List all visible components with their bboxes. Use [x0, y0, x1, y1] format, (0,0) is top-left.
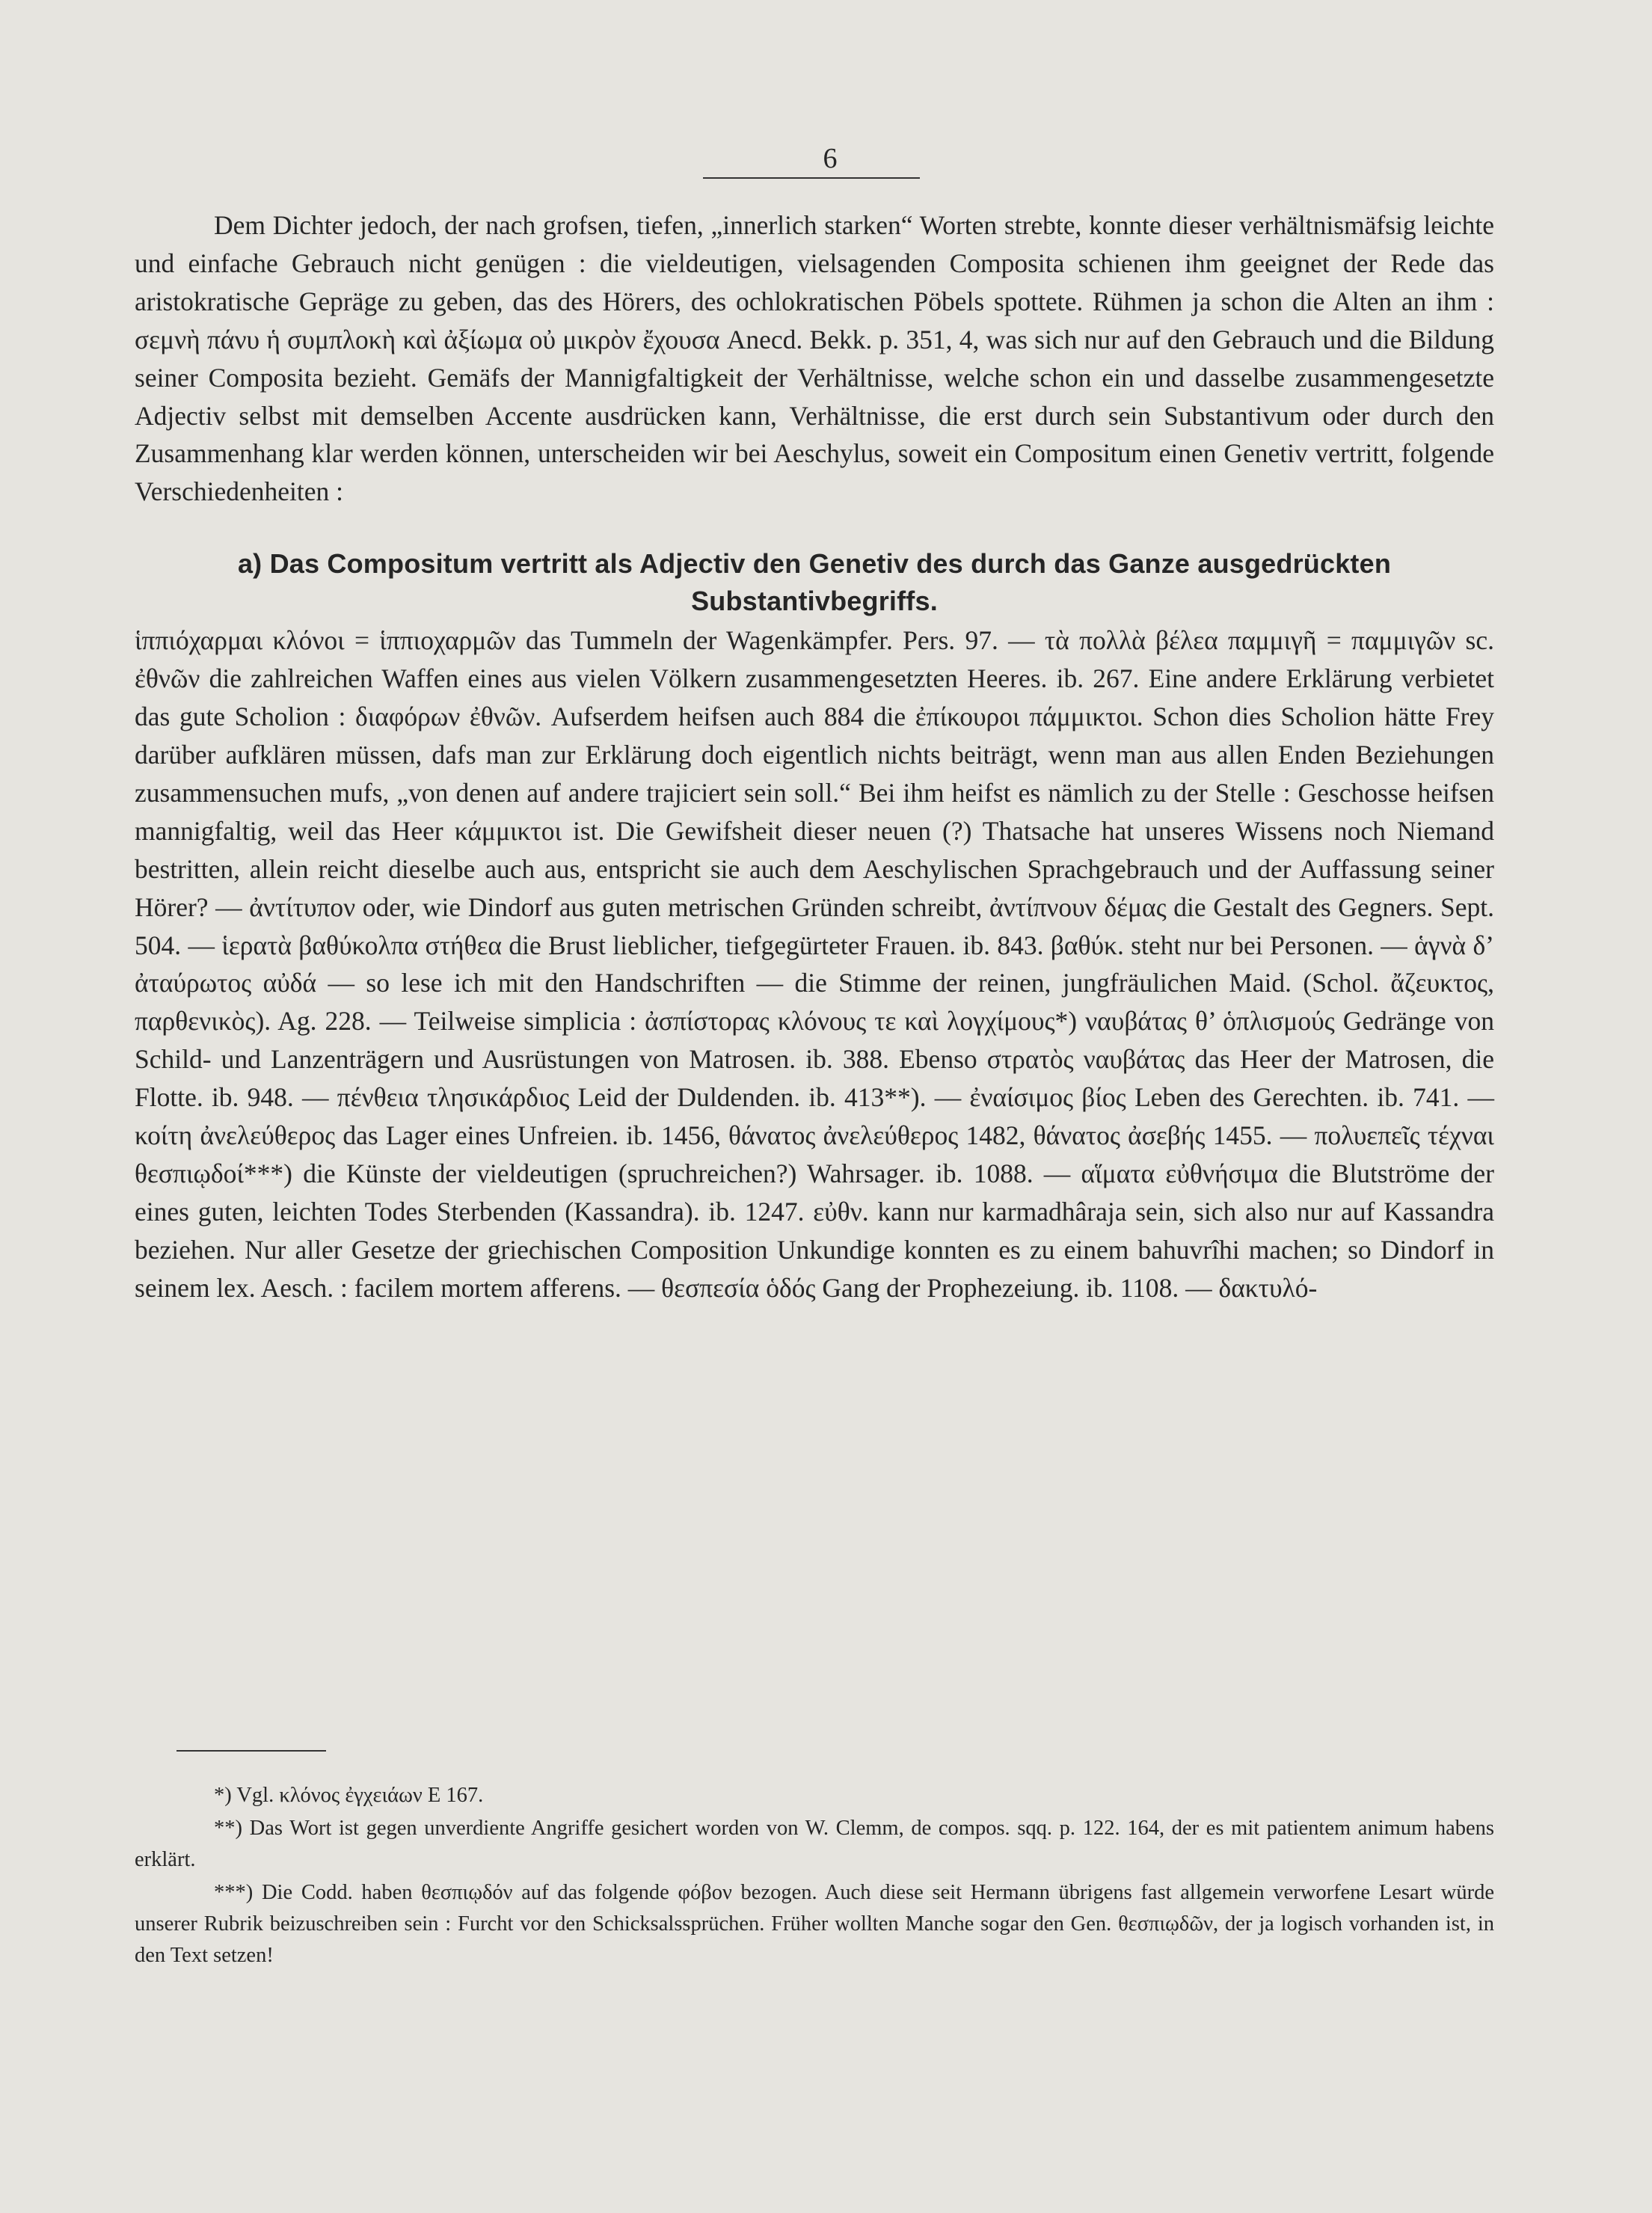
main-text — [135, 206, 1494, 1307]
intro-paragraph: Dem Dichter jedoch, der nach grofsen, tiefen, „innerlich starken“ Worten strebte, konnte dieser verhältnismäfsig leichte und einfache Gebrauch nicht genügen : die vieldeutigen, vielsagenden Composita schienen ihm geeignet der Rede das aristokratische Gepräge zu geben, das des Hörers, des ochlokratischen Pöbels spottete. Rühmen ja schon die Alten an ihm : σεμνὴ πάνυ ἡ συμπλοκὴ καὶ ἀξίωμα οὐ μικρὸν ἔχουσα Anecd. Bekk. p. 351, 4, was sich nur auf den Gebrauch und die Bildung seiner Composita bezieht. Gemäfs der Mannigfaltigkeit der Verhältnisse, welche schon ein und dasselbe zusammengesetzte Adjectiv selbst mit demselben Accente ausdrücken kann, Verhältnisse, die erst durch sein Substantivum oder durch den Zusammenhang klar werden können, unterscheiden wir bei Aeschylus, soweit ein Compositum einen Genetiv vertritt, folgende Verschiedenheiten : — [135, 210, 1494, 507]
footnotes — [135, 1780, 1494, 1973]
section-heading: a) Das Compositum vertritt als Adjectiv den Genetiv des durch das Ganze ausgedrückten Substantivbegriffs. — [237, 548, 1392, 617]
page-number: 6 — [823, 143, 838, 174]
footnote-1: *) Vgl. κλόνος ἐγχειάων E 167. — [214, 1784, 484, 1807]
section-paragraph: ἱππιόχαρμαι κλόνοι = ἱππιοχαρμῶν das Tummeln der Wagenkämpfer. Pers. 97. — τὰ πολλὰ βέλεα παμμιγῆ = παμμιγῶν sc. ἐθνῶν die zahlreichen Waffen eines aus vielen Völkern zusammengesetzten Heeres. ib. 267. Eine andere Erklärung verbietet das gute Scholion : διαφόρων ἐθνῶν. Aufserdem heifsen auch 884 die ἐπίκουροι πάμμικτοι. Schon dies Scholion hätte Frey darüber aufklären müssen, dafs man zur Erklärung doch eigentlich nichts beiträgt, wenn man aus allen Enden Beziehungen zusammensuchen mufs, „von denen auf andere trajiciert sein soll.“ Bei ihm heifst es nämlich zu der Stelle : Geschosse heifsen mannigfaltig, weil das Heer κάμμικτοι ist. Die Gewifsheit dieser neuen (?) Thatsache hat unseres Wissens noch Niemand bestritten, allein reicht dieselbe auch aus, entspricht sie auch dem Aeschylischen Sprachgebrauch und der Auffassung seiner Hörer? — ἀντίτυπον oder, wie Dindorf aus guten metrischen Gründen schreibt, ἀντίπνουν δέμας die Gestalt des Gegners. Sept. 504. — ἱερατὰ βαθύκολπα στήθεα die Brust lieblicher, tiefgegürteter Frauen. ib. 843. βαθύκ. steht nur bei Personen. — ἁγνὰ δ’ ἀταύρωτος αὐδά — so lese ich mit den Handschriften — die Stimme der reinen, jungfräulichen Maid. (Schol. ἄζευκτος, παρθενικὸς). Ag. 228. — Teilweise simplicia : ἀσπίστορας κλόνους τε καὶ λογχίμους*) ναυβάτας θ’ ὁπλισμούς Gedränge von Schild- und Lanzenträgern und Ausrüstungen von Matrosen. ib. 388. Ebenso στρατὸς ναυβάτας das Heer der Matrosen, die Flotte. ib. 948. — πένθεια τλησικάρδιος Leid der Duldenden. ib. 413**). — ἐναίσιμος βίος Leben des Gerechten. ib. 741. — κοίτη ἀνελεύθερος das Lager eines Unfreien. ib. 1456, θάνατος ἀνελεύθερος 1482, θάνατος ἀσεβής 1455. — πολυεπεῖς τέχναι θεσπιῳδοί***) die Künste der vieldeutigen (spruchreichen?) Wahrsager. ib. 1088. — αἵματα εὐθνήσιμα die Blutströme der eines guten, leichten Todes Sterbenden (Kassandra). ib. 1247. εὐθν. kann nur karmadhâraja sein, sich also nur auf Kassandra beziehen. Nur aller Gesetze der griechischen Composition Unkundige konnten es zu einem bahuvrîhi machen; so Dindorf in seinem lex. Aesch. : facilem mortem afferens. — θεσπεσία ὁδός Gang der Prophezeiung. ib. 1108. — δακτυλό- — [135, 625, 1494, 1303]
header-rule — [703, 177, 920, 179]
footnote-2: **) Das Wort ist gegen unverdiente Angriffe gesichert worden von W. Clemm, de compos. sqq. p. 122. 164, der es mit patientem animum habens erklärt. — [135, 1817, 1494, 1871]
footnote-rule — [176, 1750, 326, 1752]
footnote-3: ***) Die Codd. haben θεσπιῳδόν auf das folgende φόβον bezogen. Auch diese seit Hermann übrigens fast allgemein verworfene Lesart würde unserer Rubrik beizuschreiben sein : Furcht vor den Schicksalssprüchen. Früher wollten Manche sogar den Gen. θεσπιῳδῶν, der ja logisch vorhanden ist, in den Text setzen! — [135, 1881, 1494, 1967]
